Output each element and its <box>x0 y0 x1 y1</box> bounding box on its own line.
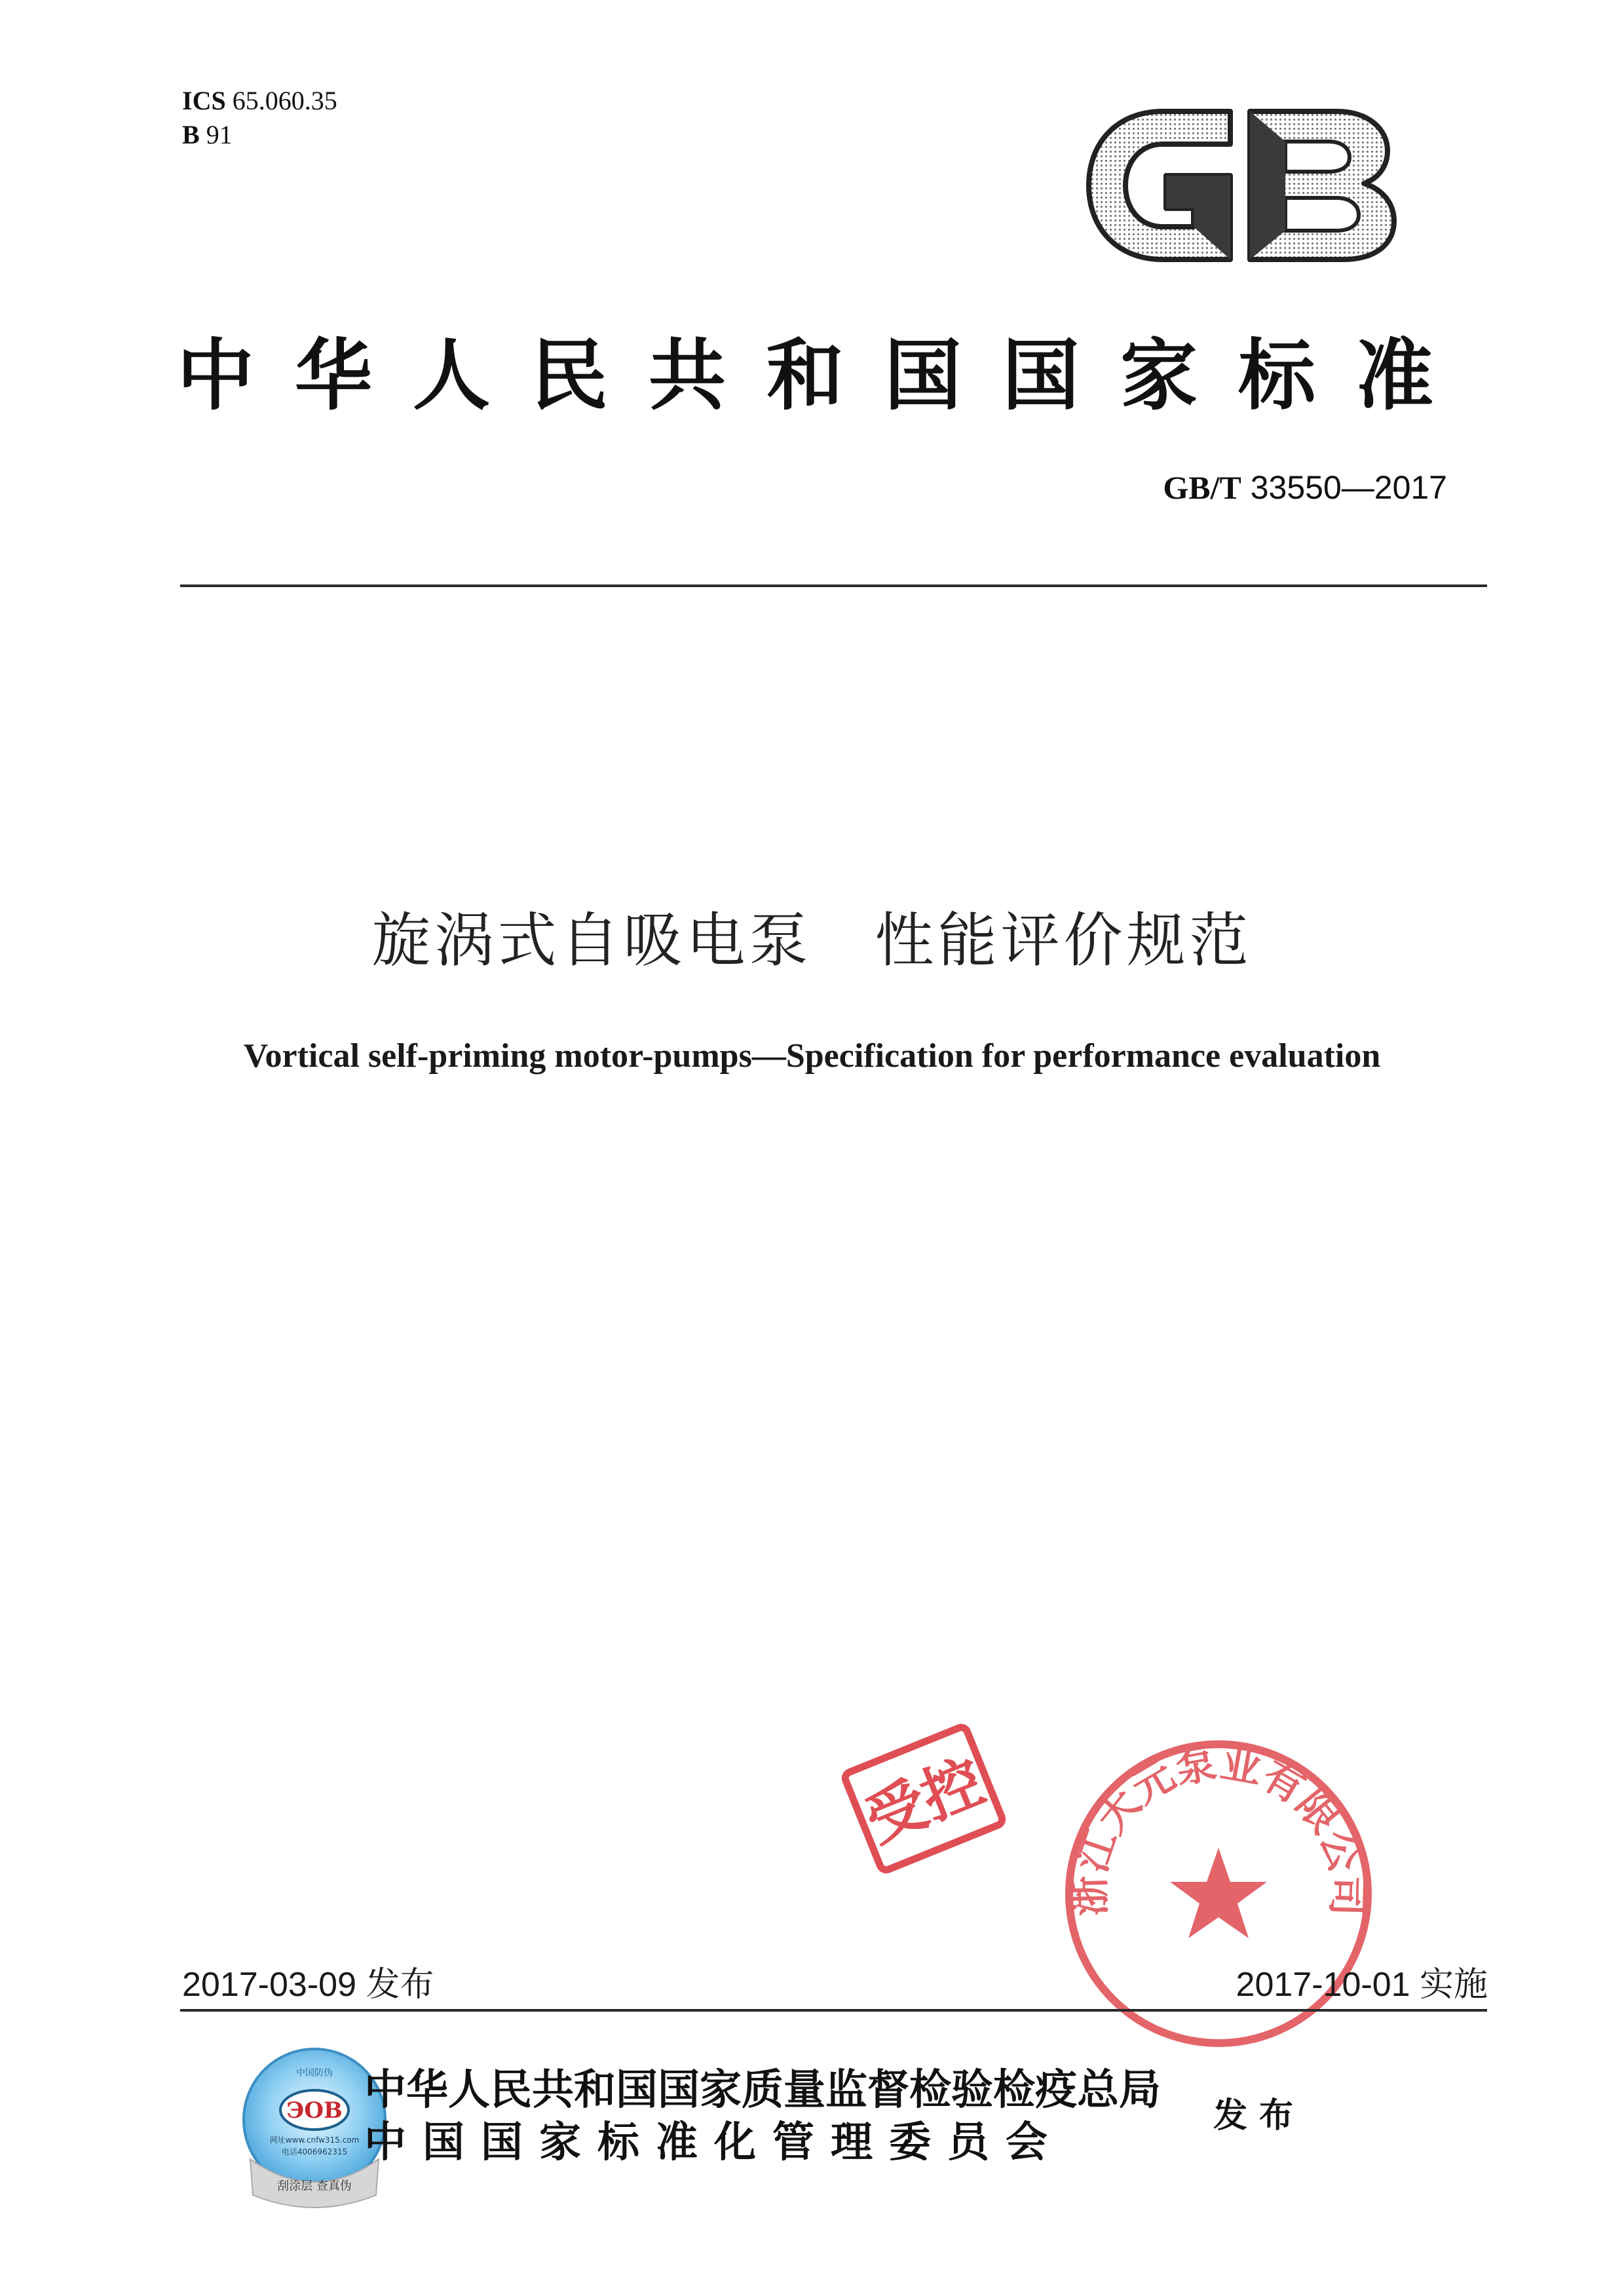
ics-code: 65.060.35 <box>232 86 337 115</box>
svg-text:ЭOB: ЭOB <box>286 2097 343 2124</box>
ccs-line <box>182 118 337 152</box>
effective-date: 2017-10-01 实施 <box>1236 1966 1488 2004</box>
ics-line <box>182 84 337 118</box>
hologram-phone-text: 电话4006962315 <box>281 2147 348 2156</box>
svg-text:浙江大元泵业有限公司: 浙江大元泵业有限公司 <box>1065 1738 1372 1917</box>
company-seal <box>1055 1730 1382 2057</box>
top-divider <box>180 584 1487 587</box>
hologram-bottom-text: 刮涂层 查真伪 <box>277 2179 352 2193</box>
english-title: Vortical self-priming motor-pumps—Specification for performance evaluation <box>243 1037 1381 1075</box>
ccs-label: B <box>182 120 200 149</box>
hologram-top-text: 中国防伪 <box>296 2068 333 2078</box>
hologram-site-text: 网址www.cnfw315.com <box>269 2135 360 2145</box>
ics-label: ICS <box>182 86 226 115</box>
bottom-divider <box>180 2009 1487 2012</box>
publish-date: 2017-03-09 发布 <box>182 1966 434 2004</box>
issuer-aqsiq: 中华人民共和国国家质量监督检验检疫总局 <box>364 2065 1161 2114</box>
ccs-code: 91 <box>206 120 233 149</box>
standard-number <box>1163 469 1447 507</box>
issuer-publish-label: 发布 <box>1213 2096 1306 2135</box>
svg-text:受控: 受控 <box>855 1746 994 1856</box>
classification-codes <box>182 84 337 152</box>
chinese-title: 旋涡式自吸电泵 性能评价规范 <box>371 906 1253 975</box>
gb-logo <box>1081 104 1402 267</box>
national-standard-title: 中华人民共和国国家标准 <box>177 330 1475 421</box>
standard-prefix: GB/T <box>1163 469 1241 506</box>
issuer-sac: 中国国家标准化管理委员会 <box>364 2118 1064 2167</box>
controlled-copy-stamp <box>839 1717 1009 1881</box>
standard-code: 33550—2017 <box>1250 469 1447 506</box>
